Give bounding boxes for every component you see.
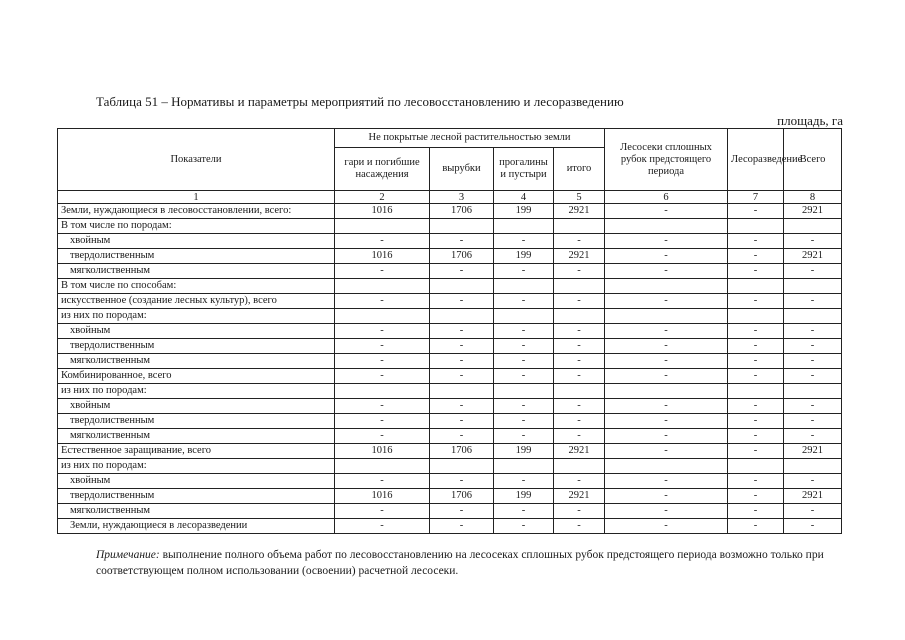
table-cell [784,279,842,294]
table-cell: 2921 [554,489,605,504]
table-cell: - [605,474,728,489]
col-number: 2 [335,191,430,204]
table-cell: - [430,369,494,384]
table-cell: - [554,519,605,534]
table-cell: - [494,369,554,384]
column-number-row [58,191,842,204]
table-cell: - [605,429,728,444]
table-cell: - [554,294,605,309]
table-cell: - [728,324,784,339]
table-row [58,234,842,249]
table-cell: - [605,249,728,264]
col-number: 1 [58,191,335,204]
table-cell [494,309,554,324]
table-cell: - [728,429,784,444]
table-cell: - [494,429,554,444]
table-cell: - [728,519,784,534]
table-cell [728,279,784,294]
table-cell [728,309,784,324]
table-cell: 1016 [335,204,430,219]
table-cell: - [728,339,784,354]
table-cell [605,309,728,324]
header-total: Всего [784,129,842,191]
table-cell: - [605,369,728,384]
table-row [58,444,842,459]
table-cell: - [605,414,728,429]
table-cell: - [494,294,554,309]
table-cell: 2921 [554,249,605,264]
row-label: мягколиственным [58,264,335,279]
table-cell: - [605,264,728,279]
table-cell: - [335,519,430,534]
table-row [58,294,842,309]
table-cell: - [784,504,842,519]
table-row [58,324,842,339]
table-cell: - [430,474,494,489]
table-cell: - [430,429,494,444]
table-cell [605,219,728,234]
table-cell [605,459,728,474]
table-cell [728,459,784,474]
table-cell: - [728,399,784,414]
table-cell: - [494,399,554,414]
table-cell: - [494,264,554,279]
table-cell: - [554,324,605,339]
table-cell [605,279,728,294]
table-row [58,519,842,534]
table-cell: - [430,294,494,309]
units-label: площадь, га [777,113,843,128]
table-cell [335,309,430,324]
table-cell [784,459,842,474]
col-number: 3 [430,191,494,204]
table-cell: - [430,324,494,339]
table-cell: 1016 [335,444,430,459]
table-cell [554,459,605,474]
table-cell: - [494,504,554,519]
table-cell [430,309,494,324]
table-cell: - [728,489,784,504]
table-cell: - [430,399,494,414]
table-row [58,384,842,399]
table-row [58,474,842,489]
table-body [58,204,842,534]
table-cell [430,459,494,474]
table-cell [554,384,605,399]
table-cell [335,219,430,234]
table-cell: - [430,504,494,519]
table-cell: 2921 [554,204,605,219]
table-row [58,354,842,369]
table-cell: 1706 [430,489,494,504]
col-number: 8 [784,191,842,204]
table-cell: 2921 [784,204,842,219]
table-cell: - [784,429,842,444]
table-cell [728,384,784,399]
table-cell: - [430,339,494,354]
table-cell: - [728,294,784,309]
table-row [58,279,842,294]
table-cell: - [430,519,494,534]
table-cell [554,279,605,294]
table-cell: - [784,474,842,489]
table-cell [494,279,554,294]
table-cell: - [335,399,430,414]
table-row [58,339,842,354]
table-cell: - [430,264,494,279]
table-cell: - [728,444,784,459]
table-cell [335,459,430,474]
table-row [58,489,842,504]
table-cell: - [784,294,842,309]
table-cell: - [494,474,554,489]
table-cell: - [605,504,728,519]
table-cell: - [784,234,842,249]
table-cell: 199 [494,489,554,504]
table-cell: - [728,504,784,519]
table-cell: - [605,324,728,339]
table-cell: - [605,234,728,249]
table-cell: - [728,474,784,489]
table-cell: - [728,249,784,264]
table-cell [784,384,842,399]
table-cell [728,219,784,234]
table-cell: - [728,234,784,249]
table-cell: - [335,339,430,354]
row-label: из них по породам: [58,309,335,324]
row-label: В том числе по породам: [58,219,335,234]
header-group-unforested: Не покрытые лесной растительностью земли [335,129,605,148]
table-cell [430,384,494,399]
row-label: твердолиственным [58,249,335,264]
row-label: Земли, нуждающиеся в лесоразведении [58,519,335,534]
table-cell: - [335,369,430,384]
table-cell: 1706 [430,444,494,459]
table-cell: - [728,414,784,429]
table-cell: - [605,444,728,459]
header-burned: гари и погибшие насаждения [335,148,430,191]
table-cell: 1706 [430,249,494,264]
table-row [58,414,842,429]
table-cell: 199 [494,204,554,219]
table-row [58,219,842,234]
footnote-text: выполнение полного объема работ по лесовосстановлению на лесосеках сплошных рубок предстоящего периода возможно только при соответствующем полном использовании (освоении) расчетной лесосеки. [96,549,824,577]
footnote-label: Примечание: [96,549,160,561]
table-row [58,369,842,384]
row-label: В том числе по способам: [58,279,335,294]
header-indicators: Показатели [58,129,335,191]
table-cell: - [784,339,842,354]
col-number: 4 [494,191,554,204]
table-cell: - [494,354,554,369]
col-number: 6 [605,191,728,204]
table-cell: 1706 [430,204,494,219]
row-label: твердолиственным [58,414,335,429]
row-label: мягколиственным [58,354,335,369]
table-cell [494,384,554,399]
table-cell: 2921 [784,444,842,459]
row-label: мягколиственным [58,504,335,519]
footnote [96,547,846,579]
table-cell: - [728,369,784,384]
table-cell: - [605,519,728,534]
row-label: Комбинированное, всего [58,369,335,384]
table-cell: - [554,504,605,519]
table-cell: - [605,354,728,369]
table-cell: 2921 [784,489,842,504]
table-cell: - [784,414,842,429]
table-cell [494,219,554,234]
table-row [58,264,842,279]
table-cell: - [335,324,430,339]
table-cell [784,219,842,234]
col-number: 7 [728,191,784,204]
table-cell [335,384,430,399]
table-row [58,399,842,414]
table-cell: - [494,414,554,429]
row-label: хвойным [58,474,335,489]
row-label: хвойным [58,234,335,249]
table-cell: - [494,234,554,249]
table-row [58,504,842,519]
table-cell: 199 [494,444,554,459]
table-cell: - [784,264,842,279]
row-label: мягколиственным [58,429,335,444]
table-cell: - [784,324,842,339]
table-cell: - [335,474,430,489]
table-cell: - [605,399,728,414]
table-cell [335,279,430,294]
table-cell: - [728,354,784,369]
table-cell: - [784,369,842,384]
header-subtotal: итого [554,148,605,191]
table-cell: 199 [494,249,554,264]
table-cell: 1016 [335,249,430,264]
table-cell [784,309,842,324]
table-cell: - [554,234,605,249]
table-cell [430,219,494,234]
table-cell: - [494,324,554,339]
table-cell: - [554,369,605,384]
row-label: твердолиственным [58,489,335,504]
table-row [58,459,842,474]
table-cell: - [605,489,728,504]
table-cell: - [554,399,605,414]
table-row [58,429,842,444]
table-cell: - [335,294,430,309]
row-label: Земли, нуждающиеся в лесовосстановлении, всего: [58,204,335,219]
row-label: из них по породам: [58,384,335,399]
table-cell: - [430,354,494,369]
table-cell: - [784,519,842,534]
table-cell: 2921 [554,444,605,459]
row-label: из них по породам: [58,459,335,474]
table-cell: - [554,339,605,354]
table-cell [494,459,554,474]
row-label: Естественное заращивание, всего [58,444,335,459]
table-cell: 1016 [335,489,430,504]
reforestation-table [57,128,842,534]
table-cell: - [494,339,554,354]
table-cell: - [554,429,605,444]
row-label: твердолиственным [58,339,335,354]
table-title: Таблица 51 – Нормативы и параметры мероприятий по лесовосстановлению и лесоразведению [96,94,624,109]
table-cell [554,219,605,234]
table-cell: - [784,399,842,414]
table-cell: - [335,414,430,429]
table-cell: 2921 [784,249,842,264]
table-row [58,204,842,219]
table-cell: - [605,294,728,309]
table-cell: - [554,354,605,369]
table-row [58,309,842,324]
table-cell: - [554,474,605,489]
table-cell: - [728,204,784,219]
table-cell: - [494,519,554,534]
row-label: искусственное (создание лесных культур), всего [58,294,335,309]
table-cell: - [605,339,728,354]
table-cell: - [335,504,430,519]
col-number: 5 [554,191,605,204]
table-cell: - [335,354,430,369]
table-cell: - [728,264,784,279]
row-label: хвойным [58,324,335,339]
header-logging-areas: Лесосеки сплошных рубок предстоящего периода [605,129,728,191]
table-cell: - [430,234,494,249]
table-cell [430,279,494,294]
table-cell: - [335,234,430,249]
table-cell: - [554,264,605,279]
header-clearings: вырубки [430,148,494,191]
table-cell: - [430,414,494,429]
table-cell: - [784,354,842,369]
table-cell: - [335,429,430,444]
row-label: хвойным [58,399,335,414]
table-cell: - [335,264,430,279]
table-cell [605,384,728,399]
table-row [58,249,842,264]
table-cell: - [605,204,728,219]
table-cell: - [554,414,605,429]
header-afforestation: Лесоразведение [728,129,784,191]
table-cell [554,309,605,324]
header-glades: прогалины и пустыри [494,148,554,191]
